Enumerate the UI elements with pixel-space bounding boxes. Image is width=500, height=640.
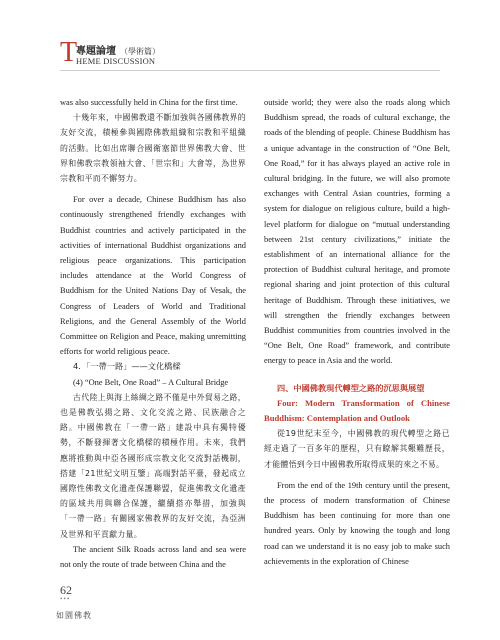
- header-en-title: HEME DISCUSSION: [76, 56, 156, 66]
- header-zh-subtitle: （學術篇）: [120, 47, 160, 56]
- left-paragraph-zh-1: 十幾年來，中國佛教還不斷加強與各國佛教界的友好交流，積極參與國際佛教組織和宗教和平組織的活動。比如出席聯合國衛塞節世界佛教大會、世界和佛教宗教領袖大會、「世宗和」大會等，為世界宗教和平而不懈努力。: [60, 113, 246, 184]
- left-paragraph-continued: was also successfully held in China for the first time.: [60, 98, 238, 107]
- page-number: [60, 583, 72, 603]
- left-paragraph-en-1: For over a decade, Chinese Buddhism has also continuously strengthened friendly exchanges with Buddhist countries and actively participated in the activities of international Buddhist organizations and religious peace organizations. This participation includes attendance at the World Congress of Buddhism for the United Nations Day of Vesak, the Congress of Leaders of World and Traditional Religions, and the General Assembly of the World Committee on Religion and Peace, making unremitting efforts for world religious peace.: [60, 195, 246, 357]
- right-heading-zh: 四、中國佛教現代轉型之路的沉思與展望: [277, 382, 425, 393]
- left-paragraph-zh-2: 古代陸上與海上絲綢之路不僅是中外貿易之路，也是佛教弘揚之路、文化交流之路、民族融合之路。中國佛教在「一帶一路」建設中具有獨特優勢，不斷發揮著文化橋樑的積極作用。未來，我們應將推動與中亞各國形成宗教文化交流對話機制，搭建「21世紀文明互鑒」高端對話平臺，發起成立國際性佛教文化遺產保護聯盟，促進佛教文化遺產的區域共用與聯合保護，繼續搭亦舉措，加強與「一帶一路」有關國家佛教界的友好交流，為亞洲及世界和平貢獻力量。: [60, 392, 246, 539]
- page-number-dots: •••: [60, 595, 71, 603]
- header-zh-title: [76, 42, 160, 57]
- header-zh-main: 專題論壇: [76, 46, 116, 57]
- left-heading-en: (4) “One Belt, One Road” – A Cultural Bridge: [73, 377, 229, 387]
- right-paragraph-zh-1: 從19世紀末至今，中國佛教的現代轉型之路已經走過了一百多年的歷程，只有瞭解其艱難歷長，才能體悟到今日中國佛教所取得成果的來之不易。: [264, 429, 450, 469]
- right-paragraph-en-2: From the end of the 19th century until the present, the process of modern transformation of Chinese Buddhism has been continuing for more than one hundred years. Only by knowing the tough and long road can we understand it is no easy job to make such achievements in the exploration of Chinese: [264, 480, 450, 566]
- publication-logo: 如園佛教: [56, 611, 92, 620]
- right-column: [264, 95, 450, 569]
- left-column: [60, 95, 246, 572]
- left-paragraph-en-2: The ancient Silk Roads across land and sea were not only the route of trade between China and the: [60, 544, 246, 570]
- left-heading-zh: 4．「一帶一路」——文化橋樑: [73, 361, 181, 372]
- right-paragraph-en-1: outside world; they were also the roads along which Buddhism spread, the roads of cultural exchange, the roads of the blending of people. Chinese Buddhism has a unique advantage in the construction of “One Belt, One Road,” for it has always played an active role in cultural bridging. In the future, we will also promote exchanges with Central Asian countries, forming a system for dialogue on religious culture, build a high-level platform for dialogue on “mutual understanding between 21st century civilizations,” initiate the establishment of an international alliance for the protection of Buddhist cultural heritage, and promote regional sharing and joint protection of this cultural heritage of Buddhism. Through these initiatives, we will strengthen the friendly exchanges between Buddhist communities from countries involved in the “One Belt, One Road” framework, and contribute energy to peace in Asia and the world.: [264, 98, 450, 366]
- header-divider: [60, 70, 440, 71]
- page-number-value: 62: [60, 583, 72, 597]
- header-initial-letter: T: [60, 37, 78, 68]
- right-heading-en: Four: Modern Transformation of Chinese Buddhism: Contemplation and Outlook: [264, 397, 450, 424]
